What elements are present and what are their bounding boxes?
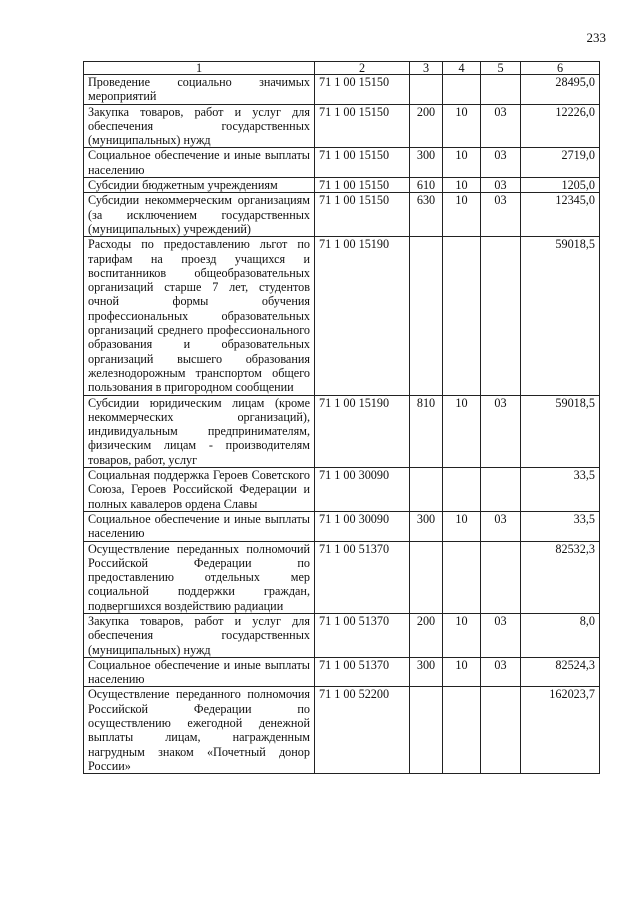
row-col5-cell: 03: [481, 148, 521, 178]
row-sum-cell: 33,5: [521, 511, 600, 541]
table-row: [84, 395, 600, 467]
row-name-cell: Социальное обеспечение и иные выплаты населению: [84, 511, 315, 541]
table-row: [84, 237, 600, 395]
row-code-cell: 71 1 00 15150: [315, 193, 410, 237]
header-row: [84, 62, 600, 75]
row-col3-cell: 630: [410, 193, 443, 237]
row-col5-cell: [481, 541, 521, 613]
column-header-5: 5: [481, 62, 521, 75]
column-header-1: 1: [84, 62, 315, 75]
row-name-cell: Социальное обеспечение и иные выплаты населению: [84, 148, 315, 178]
row-col4-cell: 10: [443, 657, 481, 687]
row-col4-cell: [443, 687, 481, 774]
row-col3-cell: [410, 237, 443, 395]
row-col5-cell: 03: [481, 193, 521, 237]
row-col3-cell: [410, 75, 443, 105]
row-name-cell: Осуществление переданного полномочия Российской Федерации по осуществлению ежегодной денежной выплаты лицам, награжденным нагрудным знаком «Почетный донор России»: [84, 687, 315, 774]
row-code-cell: 71 1 00 15150: [315, 104, 410, 148]
row-col4-cell: 10: [443, 193, 481, 237]
row-code-cell: 71 1 00 51370: [315, 541, 410, 613]
row-name-cell: Расходы по предоставлению льгот по тарифам на проезд учащихся и воспитанников общеобразовательных организаций старше 7 лет, студентов очной формы обучения профессиональных образовательных организаций среднего профессионального образования и образовательных организаций высшего образования железнодорожным транспортом общего пользования в пригородном сообщении: [84, 237, 315, 395]
row-code-cell: 71 1 00 15150: [315, 75, 410, 105]
column-header-2: 2: [315, 62, 410, 75]
row-col3-cell: 610: [410, 178, 443, 193]
row-col5-cell: [481, 468, 521, 512]
row-col5-cell: 03: [481, 613, 521, 657]
row-col3-cell: 300: [410, 148, 443, 178]
row-name-cell: Закупка товаров, работ и услуг для обеспечения государственных (муниципальных) нужд: [84, 104, 315, 148]
row-sum-cell: 33,5: [521, 468, 600, 512]
row-name-cell: Закупка товаров, работ и услуг для обеспечения государственных (муниципальных) нужд: [84, 613, 315, 657]
table-row: [84, 193, 600, 237]
budget-table: [83, 61, 600, 774]
table-row: [84, 657, 600, 687]
row-col4-cell: [443, 75, 481, 105]
row-name-cell: Субсидии некоммерческим организациям (за исключением государственных (муниципальных) учреждений): [84, 193, 315, 237]
row-col3-cell: 810: [410, 395, 443, 467]
row-sum-cell: 82524,3: [521, 657, 600, 687]
row-col3-cell: [410, 687, 443, 774]
row-sum-cell: 59018,5: [521, 395, 600, 467]
row-name-cell: Социальное обеспечение и иные выплаты населению: [84, 657, 315, 687]
table-row: [84, 687, 600, 774]
table-row: [84, 75, 600, 105]
row-name-cell: Субсидии бюджетным учреждениям: [84, 178, 315, 193]
table-row: [84, 468, 600, 512]
row-code-cell: 71 1 00 15150: [315, 178, 410, 193]
column-header-6: 6: [521, 62, 600, 75]
row-col5-cell: 03: [481, 178, 521, 193]
row-col4-cell: 10: [443, 178, 481, 193]
row-code-cell: 71 1 00 30090: [315, 468, 410, 512]
column-header-3: 3: [410, 62, 443, 75]
row-name-cell: Субсидии юридическим лицам (кроме некоммерческих организаций), индивидуальным предпринимателям, физическим лицам - производителям товаров, работ, услуг: [84, 395, 315, 467]
row-col5-cell: [481, 687, 521, 774]
row-col5-cell: 03: [481, 104, 521, 148]
row-name-cell: Социальная поддержка Героев Советского Союза, Героев Российской Федерации и полных кавалеров ордена Славы: [84, 468, 315, 512]
row-code-cell: 71 1 00 30090: [315, 511, 410, 541]
row-col4-cell: [443, 541, 481, 613]
table-row: [84, 511, 600, 541]
row-name-cell: Осуществление переданных полномочий Российской Федерации по предоставлению отдельных мер социальной поддержки граждан, подвергшихся воздействию радиации: [84, 541, 315, 613]
row-code-cell: 71 1 00 52200: [315, 687, 410, 774]
row-col4-cell: 10: [443, 613, 481, 657]
row-col3-cell: [410, 541, 443, 613]
row-col4-cell: 10: [443, 511, 481, 541]
row-col3-cell: 200: [410, 104, 443, 148]
row-col5-cell: [481, 237, 521, 395]
table-body: [84, 75, 600, 774]
row-code-cell: 71 1 00 15190: [315, 395, 410, 467]
row-col4-cell: [443, 237, 481, 395]
row-code-cell: 71 1 00 15150: [315, 148, 410, 178]
row-col5-cell: [481, 75, 521, 105]
row-col3-cell: 200: [410, 613, 443, 657]
row-sum-cell: 59018,5: [521, 237, 600, 395]
table-row: [84, 104, 600, 148]
row-col3-cell: [410, 468, 443, 512]
row-code-cell: 71 1 00 51370: [315, 613, 410, 657]
row-col3-cell: 300: [410, 657, 443, 687]
row-sum-cell: 8,0: [521, 613, 600, 657]
row-sum-cell: 162023,7: [521, 687, 600, 774]
table-row: [84, 541, 600, 613]
column-header-4: 4: [443, 62, 481, 75]
row-name-cell: Проведение социально значимых мероприятий: [84, 75, 315, 105]
row-col3-cell: 300: [410, 511, 443, 541]
row-col5-cell: 03: [481, 511, 521, 541]
row-sum-cell: 2719,0: [521, 148, 600, 178]
row-sum-cell: 12345,0: [521, 193, 600, 237]
page-number: 233: [586, 30, 606, 45]
row-col4-cell: 10: [443, 104, 481, 148]
row-col5-cell: 03: [481, 657, 521, 687]
row-col5-cell: 03: [481, 395, 521, 467]
row-code-cell: 71 1 00 15190: [315, 237, 410, 395]
row-sum-cell: 82532,3: [521, 541, 600, 613]
table-row: [84, 178, 600, 193]
row-col4-cell: 10: [443, 395, 481, 467]
row-col4-cell: [443, 468, 481, 512]
table-row: [84, 613, 600, 657]
row-code-cell: 71 1 00 51370: [315, 657, 410, 687]
table-row: [84, 148, 600, 178]
row-sum-cell: 1205,0: [521, 178, 600, 193]
row-sum-cell: 12226,0: [521, 104, 600, 148]
row-col4-cell: 10: [443, 148, 481, 178]
row-sum-cell: 28495,0: [521, 75, 600, 105]
